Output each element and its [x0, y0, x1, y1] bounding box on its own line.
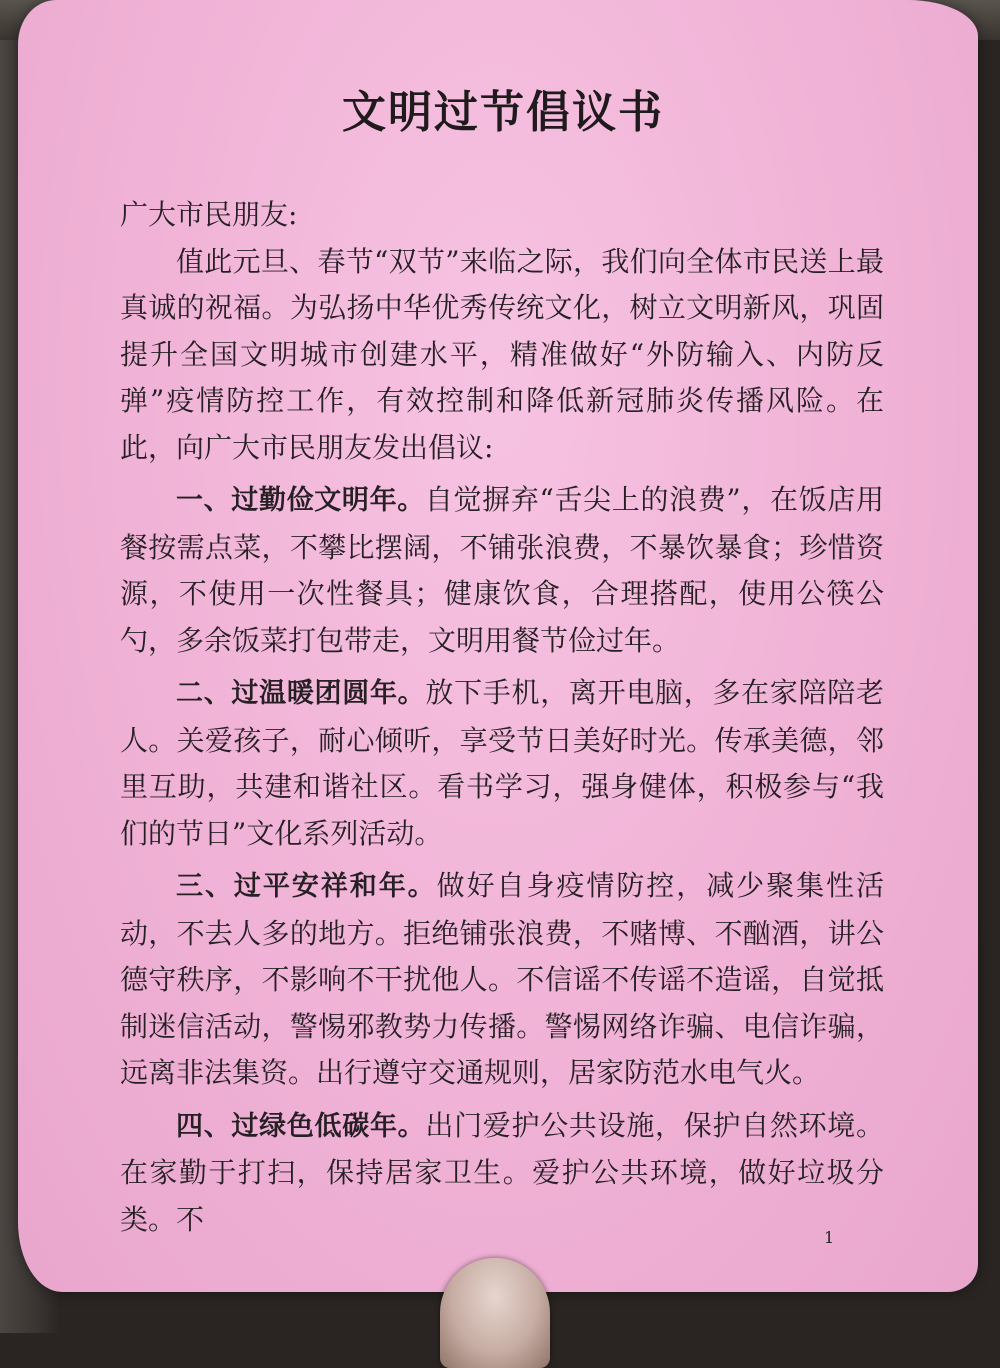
- section-2: [120, 670, 884, 857]
- salutation: 广大市民朋友:: [120, 198, 298, 231]
- section-body: 放下手机，离开电脑，多在家陪陪老人。关爱孩子，耐心倾听，享受节日美好时光。传承美德，邻里互助，共建和谐社区。看书学习，强身健体，积极参与“我们的节日”文化系列活动。: [120, 676, 884, 850]
- section-body: 自觉摒弃“舌尖上的浪费”，在饭店用餐按需点菜，不攀比摆阔，不铺张浪费，不暴饮暴食；珍惜资源，不使用一次性餐具；健康饮食，合理搭配，使用公筷公勺，多余饭菜打包带走，文明用餐节俭过年。: [120, 483, 884, 657]
- section-heading: 三、过平安祥和年。: [176, 871, 437, 902]
- section-heading: 一、过勤俭文明年。: [176, 485, 425, 516]
- page-number: 1: [824, 1228, 835, 1247]
- document-body: [120, 192, 884, 1243]
- section-4: [120, 1103, 884, 1244]
- section-heading: 四、过绿色低碳年。: [176, 1110, 426, 1142]
- section-3: [120, 863, 884, 1097]
- section-body: 出门爱护公共设施，保护自然环境。在家勤于打扫，保持居家卫生。爱护公共环境，做好垃圾分类。不: [120, 1108, 884, 1236]
- intro-paragraph: 值此元旦、春节“双节”来临之际，我们向全体市民送上最真诚的祝福。为弘扬中华优秀传统文化，树立文明新风，巩固提升全国文明城市创建水平，精准做好“外防输入、内防反弹”疫情防控工作，有效控制和降低新冠肺炎传播风险。在此，向广大市民朋友发出倡议:: [120, 244, 884, 464]
- section-body: 做好自身疫情防控，减少聚集性活动，不去人多的地方。拒绝铺张浪费，不赌博、不酗酒，讲公德守秩序，不影响不干扰他人。不信谣不传谣不造谣，自觉抵制迷信活动，警惕邪教势力传播。警惕网络诈骗、电信诈骗，远离非法集资。出行遵守交通规则，居家防范水电气火。: [120, 869, 884, 1089]
- section-heading: 二、过温暖团圆年。: [176, 678, 426, 709]
- holding-thumb: [440, 1258, 550, 1368]
- section-1: [120, 477, 884, 664]
- document-title: 文明过节倡议书: [342, 87, 664, 138]
- paper-sheet: [18, 0, 978, 1292]
